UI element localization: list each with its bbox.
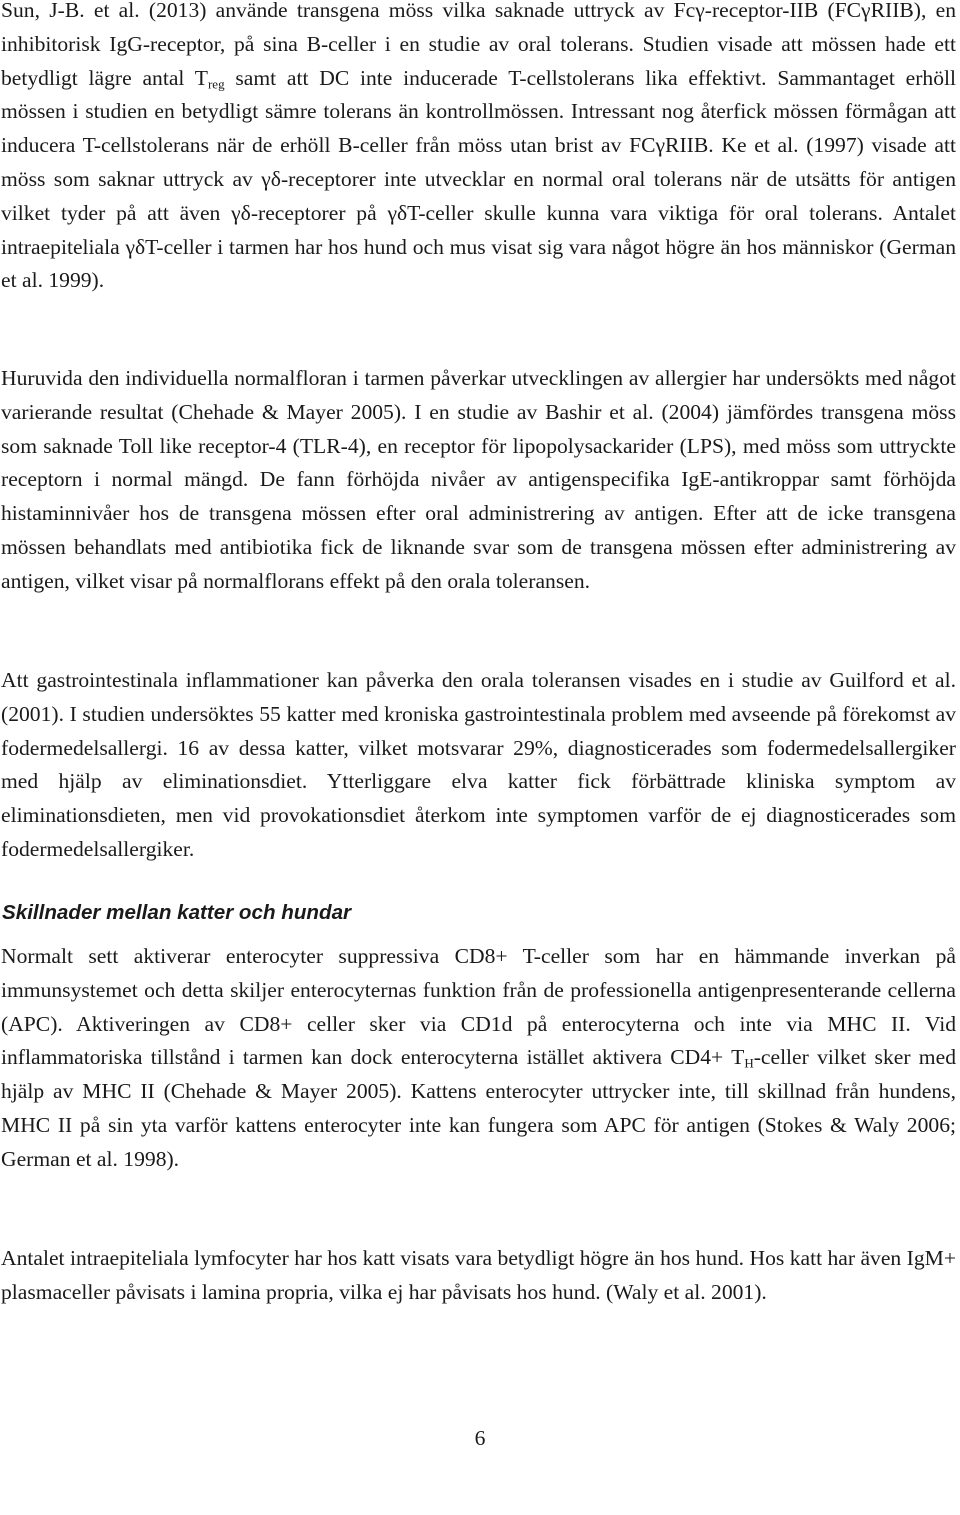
paragraph-intraepithelial-lymphocytes: Antalet intraepiteliala lymfocyter har hos katt visats vara betydligt högre än hos hund. Hos katt har även IgM+ plasmaceller påvisats i lamina propria, vilka ej har påvisats hos hund. (Waly et al. 2001).	[1, 1246, 956, 1304]
paragraph-text: samt att DC inte inducerade T-cellstolerans lika effektivt. Sammantaget erhöll mössen i studien en betydligt sämre tolerans än kontrollmössen. Intressant nog återfick mössen förmågan att inducera T-cellstolerans när de erhöll B-celler från möss utan brist av FCγRIIB. Ke et al. (1997) visade att möss som saknar uttryck av γδ-receptorer inte utvecklar en normal oral tolerans när de utsätts för antigen vilket tyder på att även γδ-receptorer på γδT-celler skulle kunna vara viktiga för oral tolerans. Antalet intraepiteliala γδT-celler i tarmen har hos hund och mus visat sig vara något högre än hos människor (German et al. 1999).	[1, 65, 956, 293]
paragraph-gastrointestinal-inflammation: Att gastrointestinala inflammationer kan påverka den orala toleransen visades en i studie av Guilford et al. (2001). I studien undersöktes 55 katter med kroniska gastrointestinala problem med avseende på förekomst av fodermedelsallergi. 16 av dessa katter, vilket motsvarar 29%, diagnosticerades som fodermedelsallergiker med hjälp av eliminationsdiet. Ytterliggare elva katter fick förbättrade kliniska symptom av eliminationsdieten, men vid provokationsdiet återkom inte symptomen varför de ej diagnosticerades som fodermedelsallergiker.	[1, 668, 956, 861]
paragraph-text: Sun, J-B. et al. (2013) använde transgena möss vilka saknade uttryck av Fcγ-receptor-IIB (FCγRIIB), en inhibitorisk IgG-receptor, på sina B-celler i en studie av oral tolerans. Studien visade att mössen hade ett betydligt lägre antal T	[1, 0, 956, 90]
subscript-reg: reg	[207, 75, 225, 91]
paragraph-text: Normalt sett aktiverar enterocyter suppressiva CD8+ T-celler som har en hämmande inverkan på immunsystemet och detta skiljer enterocyternas funktion från de professionella antigenpresenterande cellerna (APC). Aktiveringen av CD8+ celler sker via CD1d på enterocyterna och inte via MHC II. Vid inflammatoriska tillstånd i tarmen kan dock enterocyterna istället aktivera CD4+ T	[1, 944, 956, 1070]
subscript-h: H	[744, 1055, 754, 1071]
paragraph-text: -celler vilket sker med hjälp av MHC II (Chehade & Mayer 2005). Kattens enterocyter uttrycker inte, till skillnad från hundens, MHC II på sin yta varför kattens enterocyter inte kan fungera som APC för antigen (Stokes & Waly 2006; German et al. 1998).	[1, 1045, 956, 1171]
paragraph-oral-tolerance-b-cells	[1, 0, 956, 298]
page-number: 6	[474, 1426, 486, 1450]
section-heading: Skillnader mellan katter och hundar	[2, 901, 352, 924]
paragraph-normal-flora: Huruvida den individuella normalfloran i tarmen påverkar utvecklingen av allergier har undersökts med något varierande resultat (Chehade & Mayer 2005). I en studie av Bashir et al. (2004) jämfördes transgena möss som saknade Toll like receptor-4 (TLR-4), en receptor för lipopolysackarider (LPS), med möss som uttryckte receptorn i normal mängd. De fann förhöjda nivåer av antigenspecifika IgE-antikroppar samt förhöjda histaminnivåer hos de transgena mössen efter oral administrering av antigen. Efter att de icke transgena mössen behandlats med antibiotika fick de liknande svar som de transgena mössen efter administrering av antigen, vilket visar på normalflorans effekt på den orala toleransen.	[1, 366, 956, 593]
paragraph-enterocytes	[1, 940, 956, 1177]
